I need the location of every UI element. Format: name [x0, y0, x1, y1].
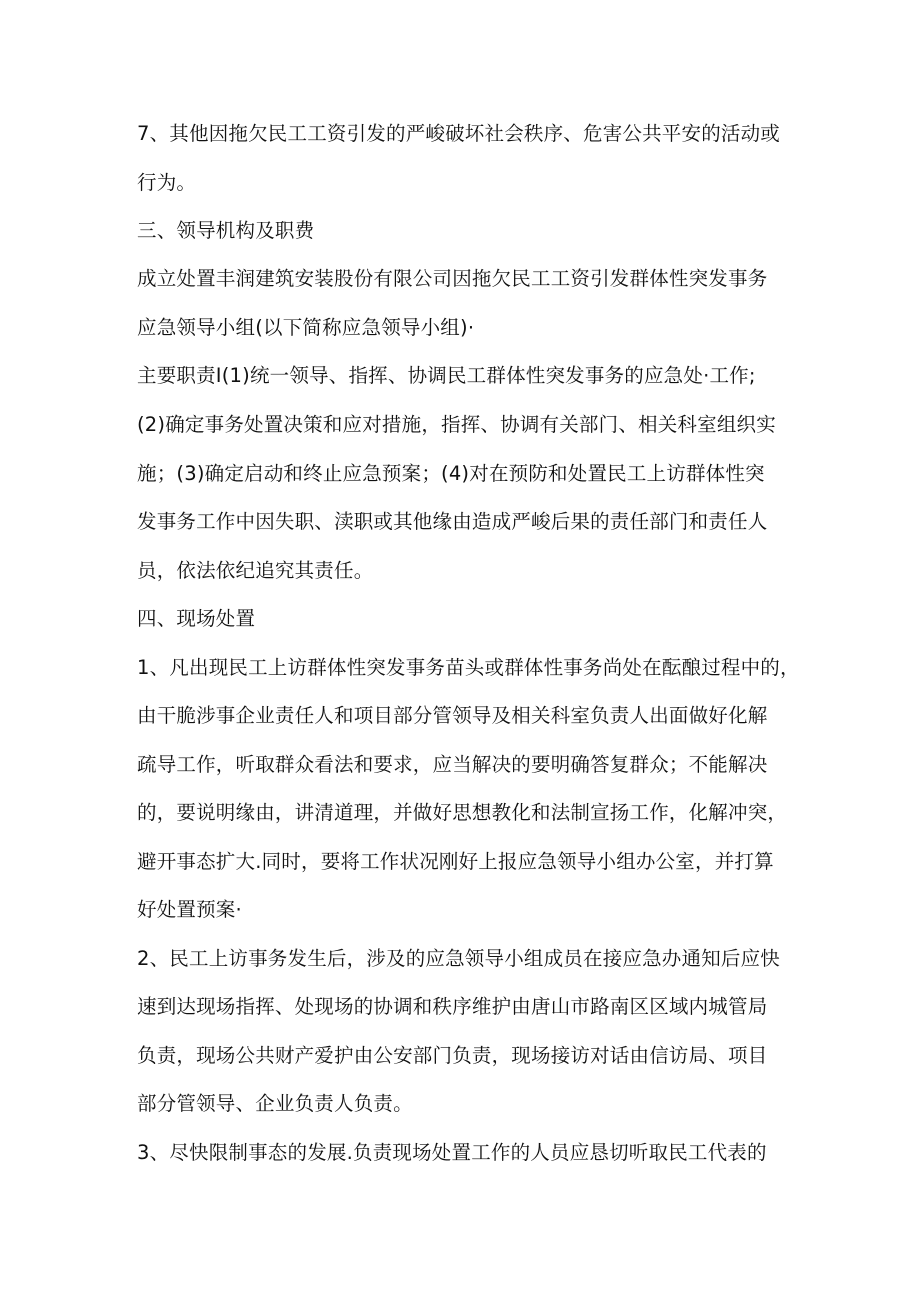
text-line: 的，要说明缘由，讲清道理，并做好思想教化和法制宣扬工作，化解冲突， [137, 801, 788, 824]
text-line: 由干脆涉事企业责任人和项目部分管领导及相关科室负责人出面做好化解 [137, 704, 768, 727]
text-line: 避开事态扩大.同时，要将工作状况刚好上报应急领导小组办公室，并打算 [137, 850, 774, 873]
text-line: (2)确定事务处置决策和应对措施，指挥、协调有关部门、相关科室组织实 [137, 413, 776, 436]
section-heading: 三、领导机构及职费 [137, 219, 315, 242]
section-heading: 四、现场处置 [137, 607, 256, 630]
text-line: 发事务工作中因失职、渎职或其他缘由造成严峻后果的责任部门和责任人 [137, 510, 768, 533]
text-line: 1、凡出现民工上访群体性突发事务苗头或群体性事务尚处在酝酿过程中的， [137, 656, 800, 679]
text-line: 好处置预案· [137, 898, 242, 921]
text-line: 3、尽快限制事态的发展.负责现场处置工作的人员应恳切听取民工代表的 [137, 1141, 767, 1164]
text-line: 主要职责I(1)统一领导、指挥、协调民工群体性突发事务的应急处·工作; [137, 364, 756, 387]
text-line: 疏导工作，听取群众看法和要求，应当解决的要明确答复群众；不能解决 [137, 753, 768, 776]
text-line: 员，依法依纪追究其责任。 [137, 559, 374, 582]
text-line: 速到达现场指挥、处现场的协调和秩序维护由唐山市路南区区域内城管局 [137, 995, 768, 1018]
text-line: 负责，现场公共财产爱护由公安部门负责，现场接访对话由信访局、项目 [137, 1044, 768, 1067]
text-line: 部分管领导、企业负责人负责。 [137, 1092, 413, 1115]
text-line: 2、民工上访事务发生后，涉及的应急领导小组成员在接应急办通知后应快 [137, 947, 781, 970]
text-line: 成立处置丰润建筑安装股份有限公司因拖欠民工工资引发群体性突发事务 [137, 267, 768, 290]
text-line: 施；(3)确定启动和终止应急预案；(4)对在预防和处置民工上访群体性突 [137, 462, 765, 485]
text-line: 7、其他因拖欠民工工资引发的严峻破坏社会秩序、危害公共平安的活动或 [137, 122, 781, 145]
text-line: 应急领导小组(以下简称应急领导小组)· [137, 316, 475, 339]
text-line: 行为。 [137, 171, 197, 194]
